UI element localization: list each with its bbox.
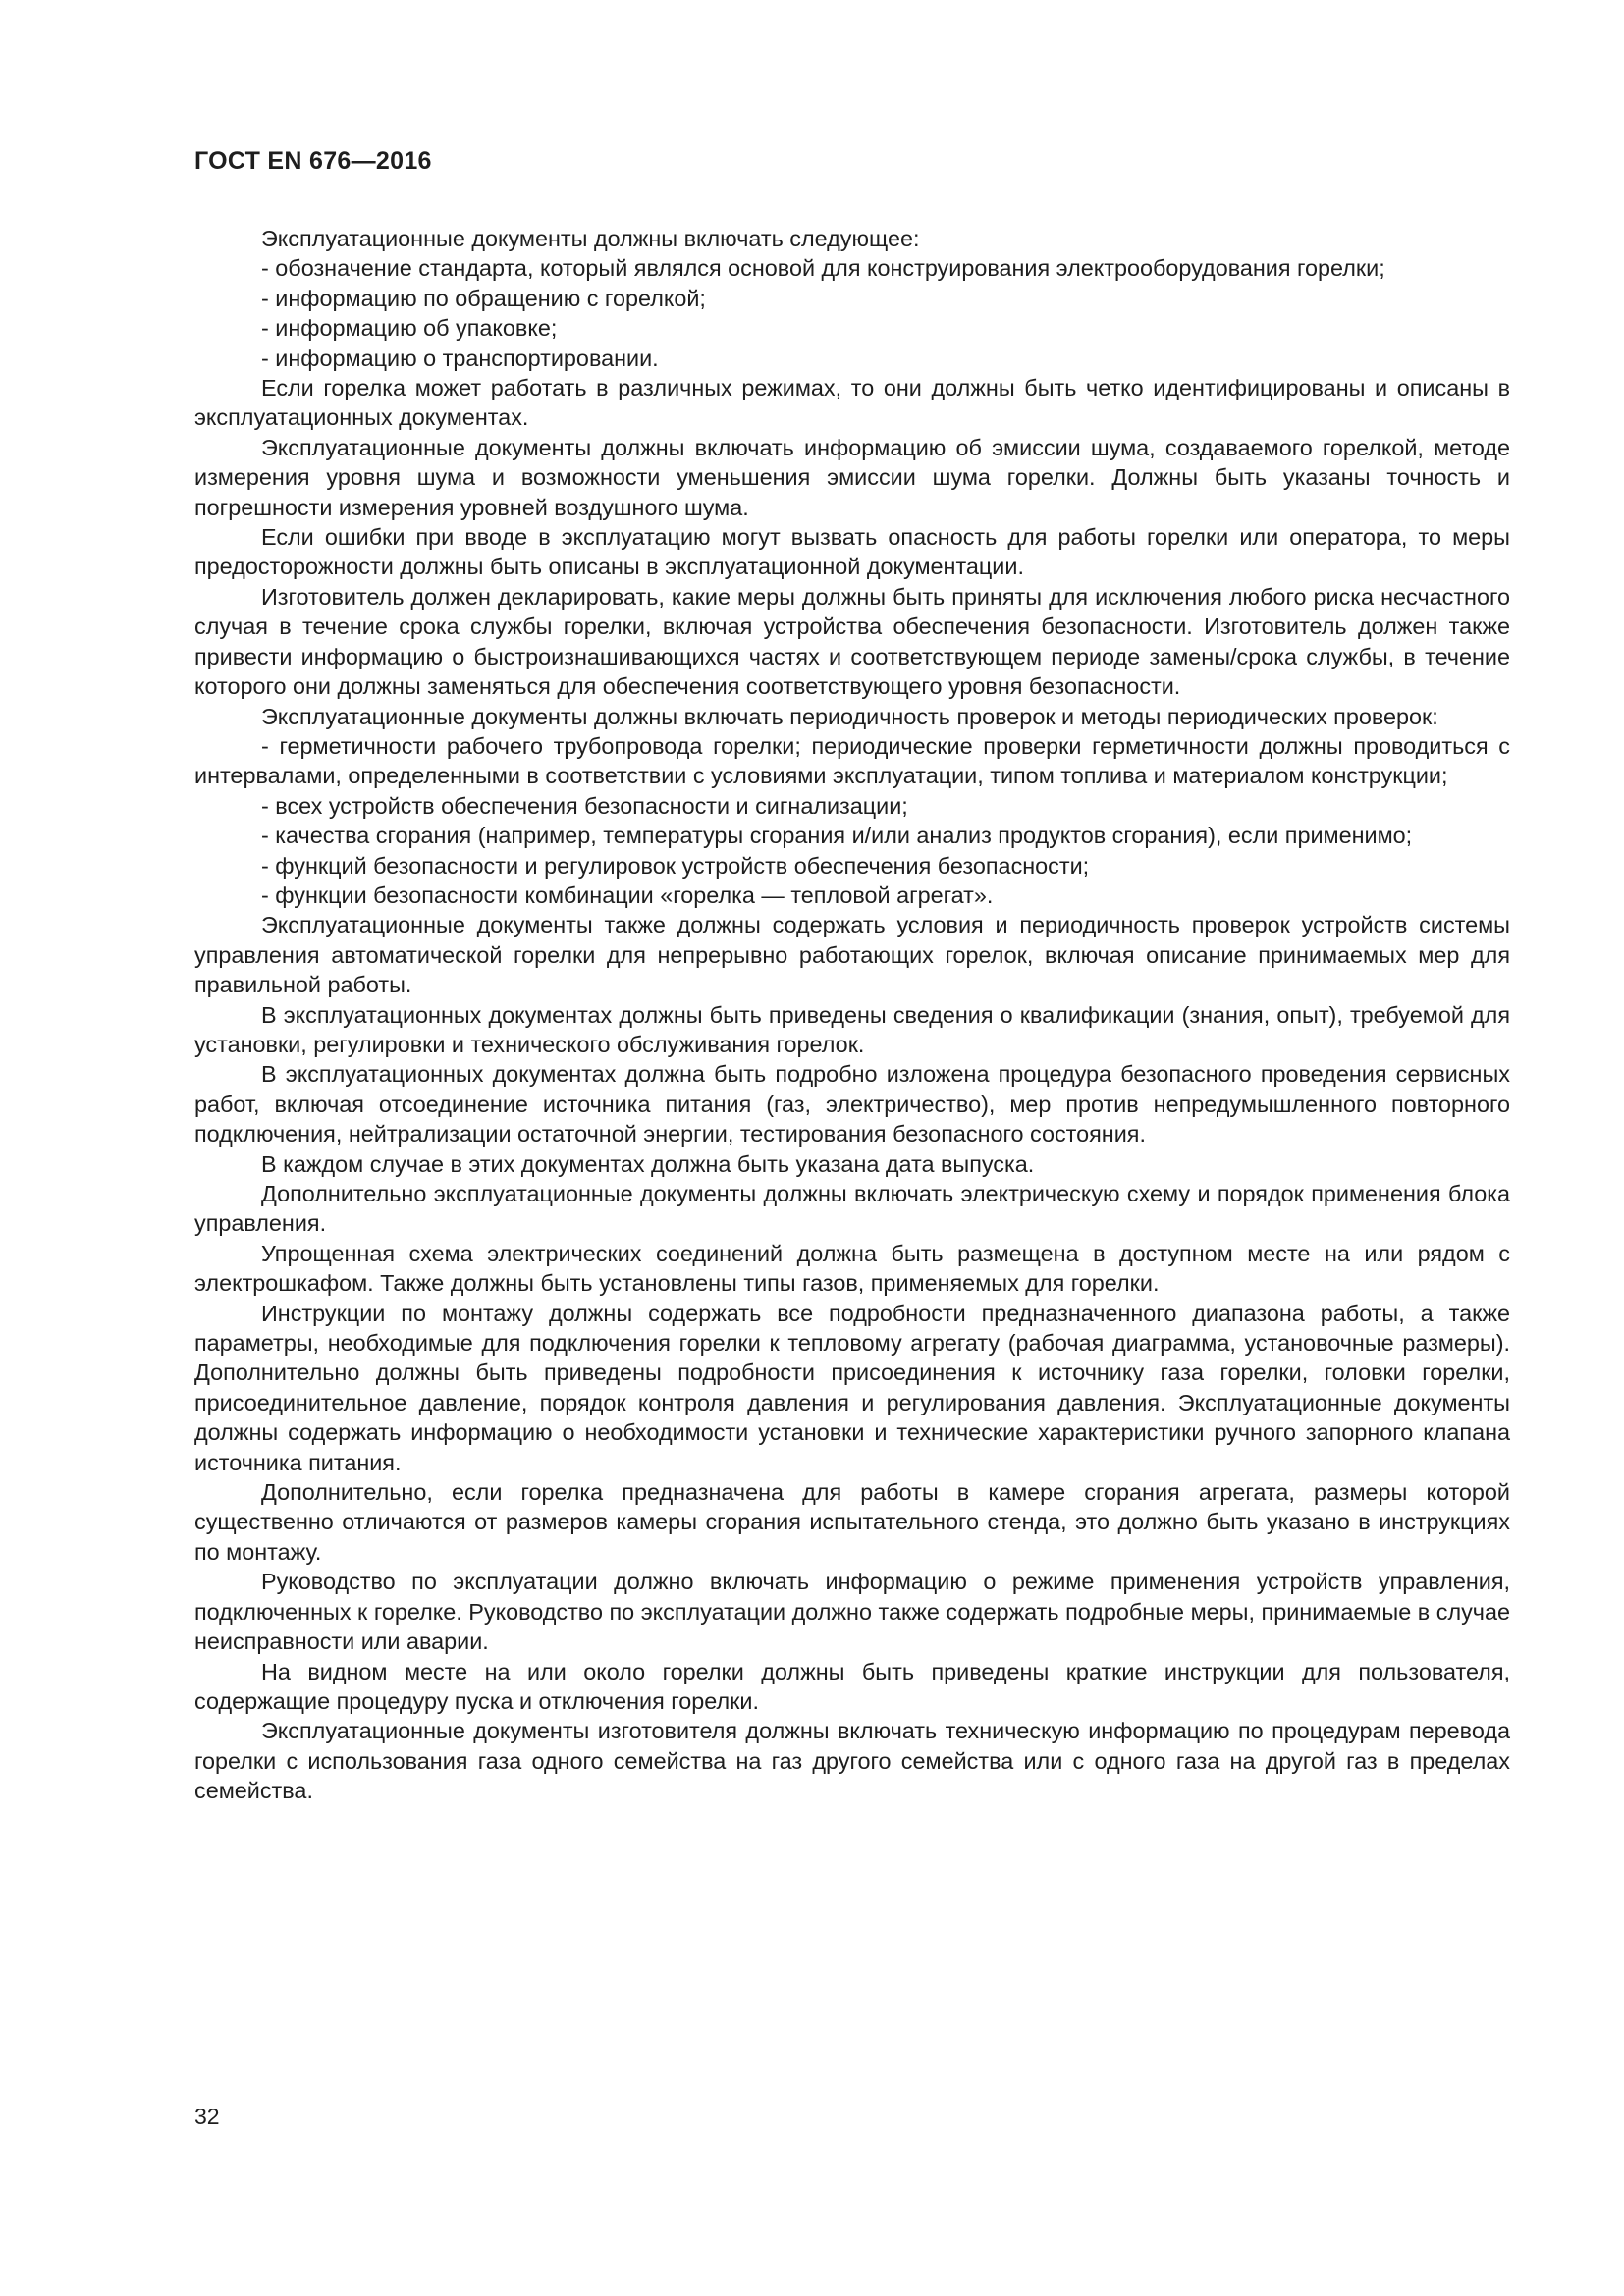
- list-item: - обозначение стандарта, который являлся основой для конструирования электрооборудования горелки;: [261, 255, 1385, 282]
- paragraph: Эксплуатационные документы также должны содержать условия и периодичность проверок устройств системы управления автоматической горелки для непрерывно работающих горелок, включая описание принимаемых мер для правильной работы.: [194, 912, 1510, 998]
- paragraph: Если ошибки при вводе в эксплуатацию могут вызвать опасность для работы горелки или оператора, то меры предосторожности должны быть описаны в эксплуатационной документации.: [194, 524, 1510, 580]
- list-item: - информацию об упаковке;: [261, 315, 558, 342]
- list-item: - качества сгорания (например, температуры сгорания и/или анализ продуктов сгорания), если применимо;: [261, 823, 1413, 849]
- list-item: - функции безопасности комбинации «горелка — тепловой агрегат».: [261, 881, 994, 908]
- list-item: - информацию по обращению с горелкой;: [261, 285, 706, 311]
- paragraph: Дополнительно эксплуатационные документы должны включать электрическую схему и порядок применения блока управления.: [194, 1181, 1510, 1237]
- paragraph: Инструкции по монтажу должны содержать все подробности предназначенного диапазона работы, а также параметры, необходимые для подключения горелки к тепловому агрегату (рабочая диаграмма, установочные размеры). Дополнительно должны быть приведены подробности присоединения к источнику газа горелки, головки горелки, присоединительное давление, порядок контроля давления и регулирования давления. Эксплуатационные документы должны содержать информацию о необходимости установки и технические характеристики ручного запорного клапана источника питания.: [194, 1300, 1510, 1475]
- paragraph: В эксплуатационных документах должны быть приведены сведения о квалификации (знания, опыт), требуемой для установки, регулировки и технического обслуживания горелок.: [194, 1001, 1510, 1057]
- list-item: - функций безопасности и регулировок устройств обеспечения безопасности;: [261, 852, 1090, 879]
- paragraph: Руководство по эксплуатации должно включать информацию о режиме применения устройств управления, подключенных к горелке. Руководство по эксплуатации должно также содержать подробные меры, принимаемые в случае неисправности или аварии.: [194, 1569, 1510, 1655]
- paragraph: Дополнительно, если горелка предназначена для работы в камере сгорания агрегата, размеры которой существенно отличаются от размеров камеры сгорания испытательного стенда, это должно быть указано в инструкциях по монтажу.: [194, 1479, 1510, 1565]
- paragraph: На видном месте на или около горелки должны быть приведены краткие инструкции для пользователя, содержащие процедуру пуска и отключения горелки.: [194, 1658, 1510, 1714]
- paragraph: Эксплуатационные документы должны включать информацию об эмиссии шума, создаваемого горелкой, методе измерения уровня шума и возможности уменьшения эмиссии шума горелки. Должны быть указаны точность и погрешности измерения уровней воздушного шума.: [194, 434, 1510, 520]
- paragraph: Если горелка может работать в различных режимах, то они должны быть четко идентифицированы и описаны в эксплуатационных документах.: [194, 375, 1510, 431]
- paragraph: В эксплуатационных документах должна быть подробно изложена процедура безопасного проведения сервисных работ, включая отсоединение источника питания (газ, электричество), мер против непредумышленного повторного подключения, нейтрализации остаточной энергии, тестирования безопасного состояния.: [194, 1061, 1510, 1148]
- paragraph: Эксплуатационные документы должны включать следующее:: [261, 226, 920, 251]
- page-number: 32: [194, 2104, 220, 2129]
- document-body: [194, 224, 1510, 1806]
- paragraph: Эксплуатационные документы должны включать периодичность проверок и методы периодических проверок:: [261, 703, 1438, 729]
- paragraph: Изготовитель должен декларировать, какие меры должны быть приняты для исключения любого риска несчастного случая в течение срока службы горелки, включая устройства обеспечения безопасности. Изготовитель должен также привести информацию о быстроизнашивающихся частях и соответствующем периоде замены/срока службы, в течение которого они должны заменяться для обеспечения соответствующего уровня безопасности.: [194, 583, 1510, 700]
- standard-designation-header: ГОСТ EN 676—2016: [194, 147, 432, 175]
- paragraph: В каждом случае в этих документах должна быть указана дата выпуска.: [261, 1150, 1035, 1177]
- list-item: - информацию о транспортировании.: [261, 345, 659, 371]
- paragraph: Упрощенная схема электрических соединений должна быть размещена в доступном месте на или рядом с электрошкафом. Также должны быть установлены типы газов, применяемых для горелки.: [194, 1240, 1510, 1297]
- list-item: - герметичности рабочего трубопровода горелки; периодические проверки герметичности должны проводиться с интервалами, определенными в соответствии с условиями эксплуатации, типом топлива и материалом конструкции;: [194, 732, 1510, 789]
- paragraph: Эксплуатационные документы изготовителя должны включать техническую информацию по процедурам перевода горелки с использования газа одного семейства на газ другого семейства или с одного газа на другой газ в пределах семейства.: [194, 1718, 1510, 1804]
- list-item: - всех устройств обеспечения безопасности и сигнализации;: [261, 792, 908, 819]
